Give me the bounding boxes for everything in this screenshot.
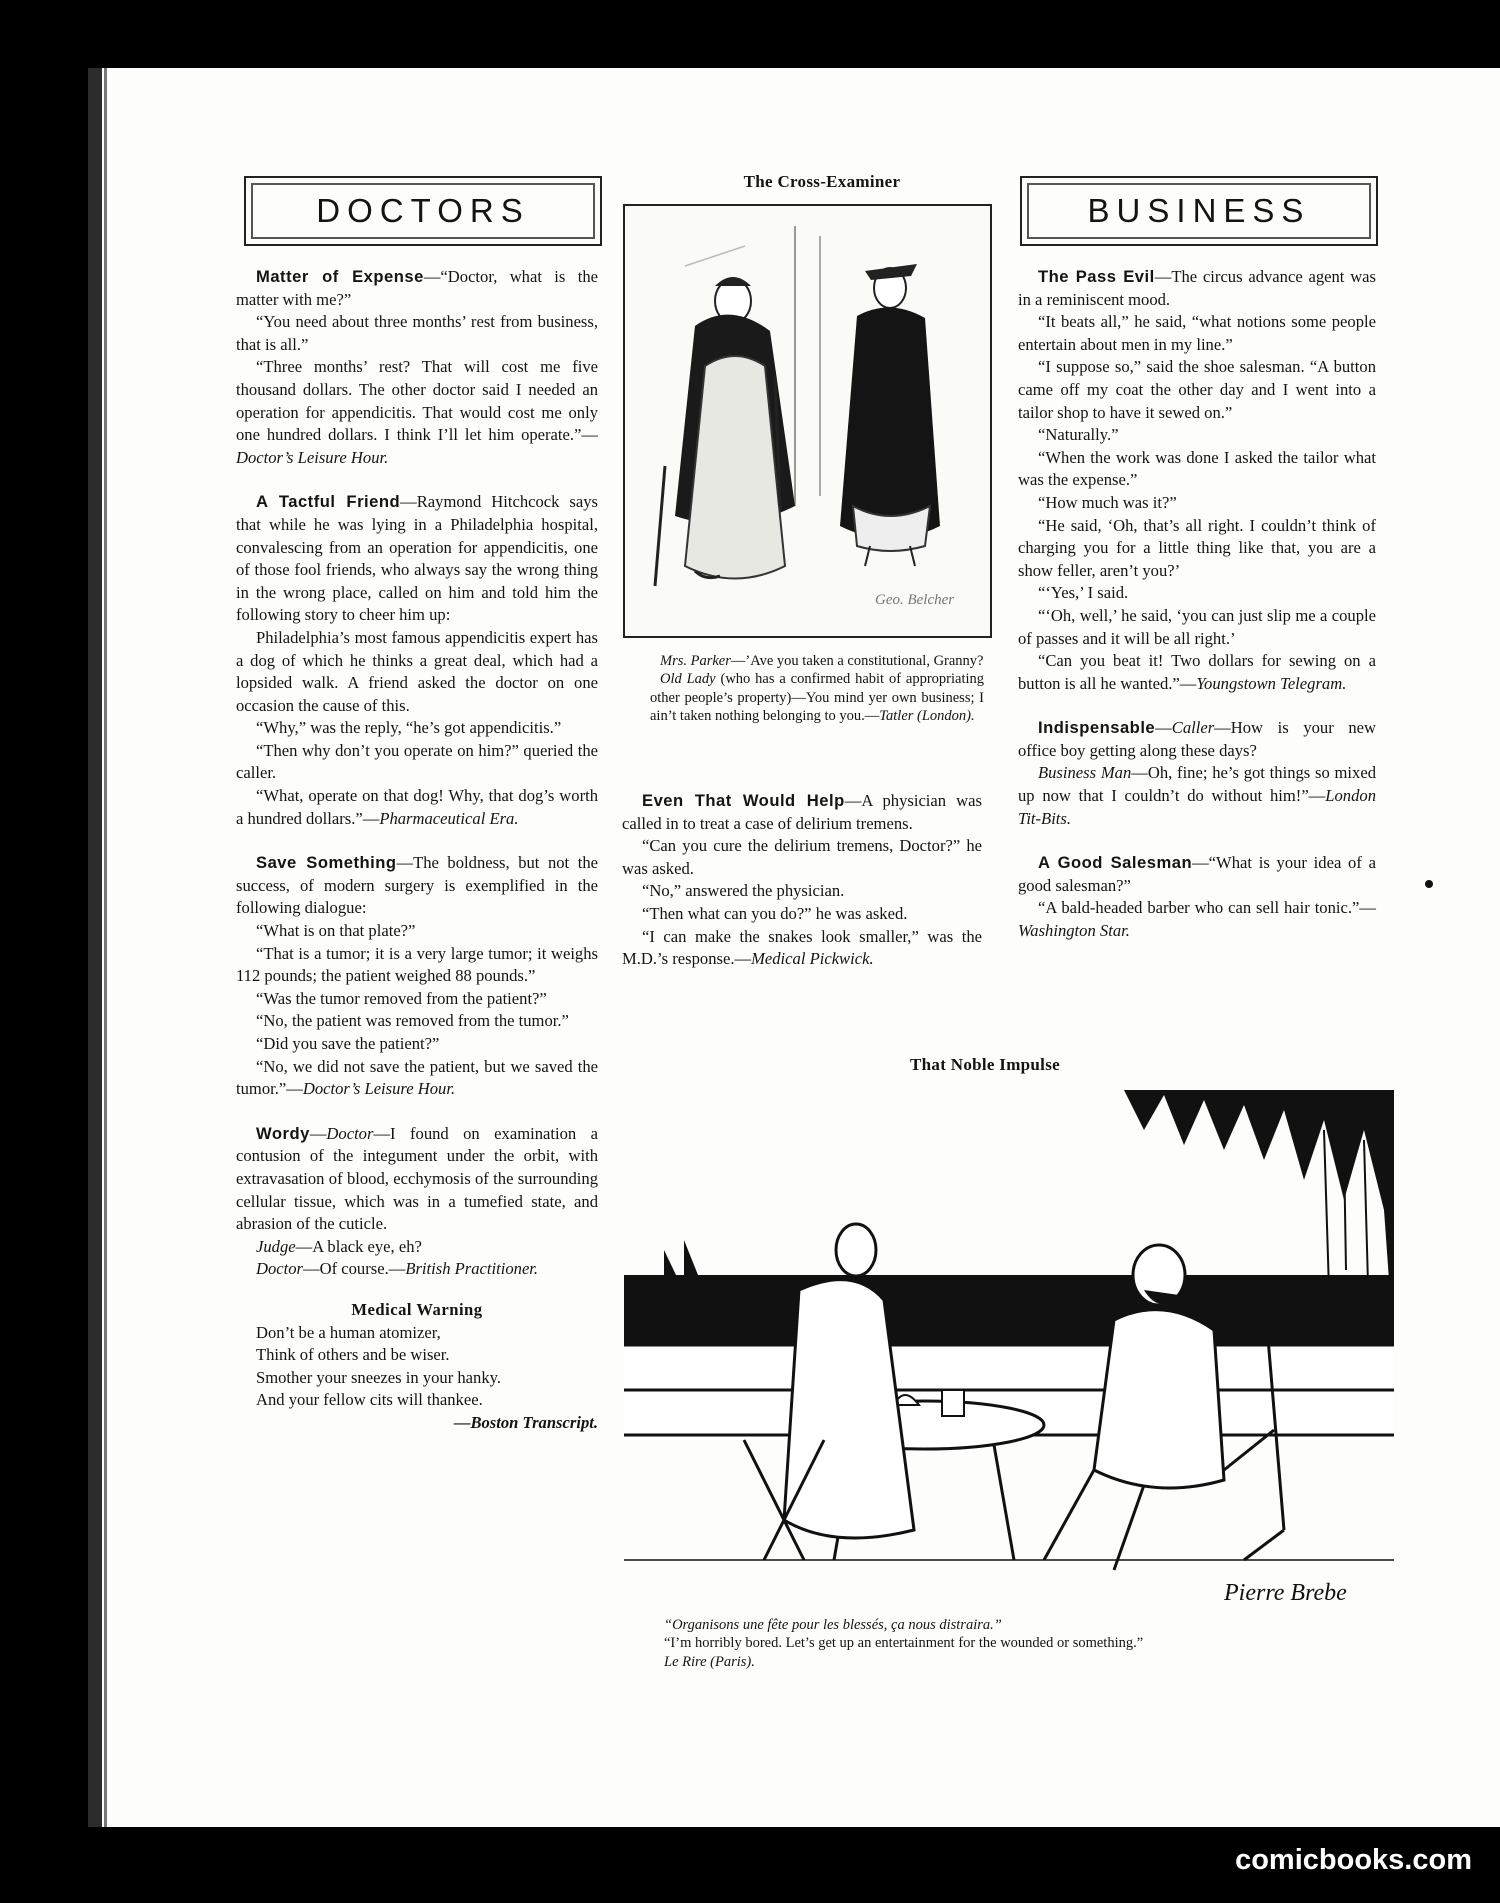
margin-mark (1425, 880, 1433, 888)
page-spine-edge (104, 68, 107, 1827)
page-spine (88, 68, 102, 1827)
caption-french: “Organisons une fête pour les blessés, ça nous distraira.” (664, 1617, 1002, 1633)
cross-examiner-signature: Geo. Belcher (875, 592, 955, 608)
poem-title: Medical Warning (351, 1299, 483, 1319)
site-watermark: comicbooks.com (1235, 1844, 1472, 1876)
noble-impulse-title: That Noble Impulse (910, 1055, 1060, 1074)
doctors-header: DOCTORS (316, 192, 530, 229)
article-pass-evil: The Pass Evil—The circus advance agent was in a reminiscent mood. (1018, 267, 1376, 309)
doctors-header-box (244, 176, 602, 246)
poem-source: —Boston Transcript. (453, 1412, 598, 1432)
article-tactful-friend: A Tactful Friend—Raymond Hitchcock says that while he was lying in a Philadelphia hospital, convalescing from an operation for appendicitis, one of those fool friends, who always say the wrong thing in the wrong place, called on him and told him the following story to cheer him up: (236, 492, 599, 625)
business-header: BUSINESS (1087, 192, 1311, 229)
article-save-something: Save Something—The boldness, but not the success, of modern surgery is exemplified in the following dialogue: (236, 853, 598, 918)
caption-source: Le Rire (Paris). (664, 1653, 755, 1670)
business-column: The Pass Evil—The circus advance agent was in a reminiscent mood. “It beats all,” he said, “what notions some people entertain about men in my line.” “I suppose so,” said the shoe salesman. “A button came off my coat the other day and I went into a tailor shop to have it sewed on.” “Naturally.” “When the work was done I asked the tailor what was the expense.” “How much was it?” “He said, ‘Oh, that’s all right. I couldn’t think of charging you for a little thing like that, you are a show feller, aren’t you?’ “‘Yes,’ I said. “‘Oh, well,’ he said, ‘you can just slip me a couple of passes and it will be all right.’ “Can you beat it! Two dollars for sewing on a button is all he wanted.”—Youngstown Telegram. Indispensable—Caller—How is your new office boy getting along these days? Business Man—Oh, fine; he’s got things so mixed up now that I couldn’t do without him!”—London Tit-Bits. A Good Salesman—“What is your idea of a good salesman?” “A bald-headed barber who can sell hair tonic.”—Washington Star. (1018, 267, 1376, 941)
article-even-that-would-help: Even That Would Help—A physician was called in to treat a case of delirium tremens. (622, 791, 982, 833)
poem-medical-warning: Medical Warning Don’t be a human atomizer, Think of others and be wiser. Smother your sneezes in your hanky. And your fellow cits will thankee. —Boston Transcript. (236, 1299, 598, 1435)
doctors-column: Matter of Expense—“Doctor, what is the matter with me?” “You need about three months’ rest from business, that is all.” “Three months’ rest? That will cost me five thousand dollars. The other doctor said I needed an operation for appendicitis. That would cost me only one hundred dollars. I think I’ll let him operate.”—Doctor’s Leisure Hour. A Tactful Friend—Raymond Hitchcock says that while he was lying in a Philadelphia hospital, convalescing from an operation for appendicitis, one of those fool friends, who always say the wrong thing in the wrong place, called on him and told him the following story to cheer him up: Philadelphia’s most famous appendicitis expert has a dog of which he thinks a great deal, which had a lopsided walk. A friend asked the doctor on one occasion the cause of this. “Why,” was the reply, “he’s got appendicitis.” “Then why don’t you operate on him?” queried the caller. “What, operate on that dog! Why, that dog’s worth a hundred dollars.”—Pharmaceutical Era. Save Something—The boldness, but not the success, of modern surgery is exemplified in the following dialogue: “What is on that plate?” “That is a tumor; it is a very large tumor; it weighs 112 pounds; the patient weighed 88 pounds.” “Was the tumor removed from the patient?” “No, the patient was removed from the tumor.” “Did you save the patient?” “No, we did not save the patient, but we saved the tumor.”—Doctor’s Leisure Hour. Wordy—Doctor—I found on examination a contusion of the integument under the orbit, with extravasation of blood, ecchymosis of the surrounding cellular tissue, which was in a tumefied state, and abrasion of the cuticle. Judge—A black eye, eh? Doctor—Of course.—British Practitioner. Medical Warning Don’t be a human atomizer, Think of others and be wiser. Smother your sneezes in your hanky. And your fellow cits will thankee. —Boston Transcript. (236, 266, 598, 1435)
noble-impulse-signature: Pierre Brebe (1224, 1580, 1347, 1606)
middle-column: Even That Would Help—A physician was called in to treat a case of delirium tremens. “Can you cure the delirium tremens, Doctor?” he was asked. “No,” answered the physician. “Then what can you do?” he was asked. “I can make the snakes look smaller,” was the M.D.’s response.—Medical Pickwick. (622, 791, 982, 969)
article-matter-of-expense: Matter of Expense—“Doctor, what is the matter with me?” (236, 267, 598, 309)
article-good-salesman: A Good Salesman—“What is your idea of a good salesman?” (1018, 853, 1376, 895)
noble-impulse-illustration (624, 1090, 1394, 1610)
noble-impulse-caption (664, 1616, 1384, 1671)
noble-impulse-cartoon (624, 1090, 1394, 1610)
cross-examiner-illustration (625, 206, 990, 636)
cross-examiner-cartoon (623, 204, 992, 638)
business-header-box (1020, 176, 1378, 246)
cross-examiner-caption: Mrs. Parker—’Ave you taken a constitutional, Granny? Old Lady (who has a confirmed habit of appropriating other people’s property)—You mind yer own business; I ain’t taken nothing belonging to you.—Tatler (London). (650, 653, 985, 725)
article-wordy: Wordy—Doctor—I found on examination a contusion of the integument under the orbit, with extravasation of blood, ecchymosis of the surrounding cellular tissue, which was in a tumefied state, and abrasion of the cuticle. (236, 1123, 598, 1234)
cross-examiner-title: The Cross-Examiner (743, 172, 901, 191)
caption-english: “I’m horribly bored. Let’s get up an entertainment for the wounded or something.” (664, 1635, 1144, 1652)
article-indispensable: Indispensable—Caller—How is your new office boy getting along these days? (1018, 718, 1376, 760)
